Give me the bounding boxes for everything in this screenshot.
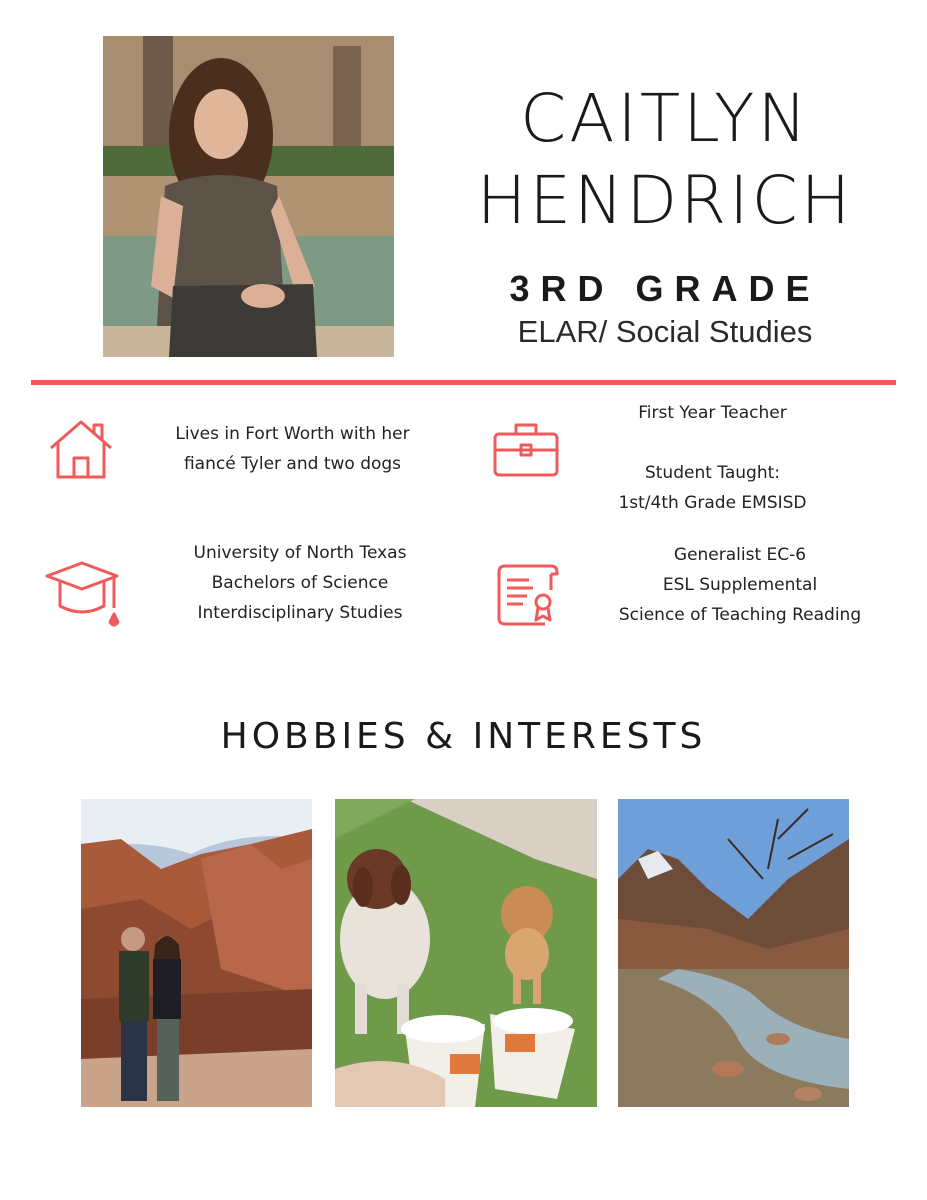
cert-line-3: Science of Teaching Reading [618, 605, 862, 625]
experience-line-3: Student Taught: [644, 463, 781, 483]
certifications-info [585, 540, 895, 630]
river-photo [618, 799, 849, 1107]
experience-line-1: First Year Teacher [638, 403, 787, 423]
dogs-photo [335, 799, 597, 1107]
certificate-scroll-icon [493, 562, 559, 626]
experience-info [575, 398, 850, 518]
briefcase-icon [492, 420, 560, 478]
experience-line-4: 1st/4th Grade EMSISD [618, 493, 807, 513]
graduation-cap-icon [44, 558, 120, 628]
cert-line-2: ESL Supplemental [662, 575, 818, 595]
experience-line-2 [575, 428, 850, 458]
grade-level: 3RD GRADE [509, 268, 821, 309]
canyon-couple-photo [81, 799, 312, 1107]
cert-line-1: Generalist EC-6 [673, 545, 807, 565]
hobbies-heading: HOBBIES & INTERESTS [220, 716, 707, 757]
subject: ELAR/ Social Studies [517, 314, 813, 349]
education-line-1: University of North Texas [193, 543, 407, 563]
home-line-1: Lives in Fort Worth with her [175, 424, 410, 444]
house-icon [48, 418, 114, 480]
home-line-2: fiancé Tyler and two dogs [183, 454, 402, 474]
home-info [130, 419, 455, 479]
first-name: CAITLYN [520, 80, 810, 157]
divider [31, 380, 896, 385]
teacher-name [430, 78, 900, 242]
last-name: HENDRICH [476, 162, 854, 239]
education-line-2: Bachelors of Science [211, 573, 389, 593]
education-line-3: Interdisciplinary Studies [197, 603, 403, 623]
portrait-photo [103, 36, 394, 357]
education-info [140, 538, 460, 628]
